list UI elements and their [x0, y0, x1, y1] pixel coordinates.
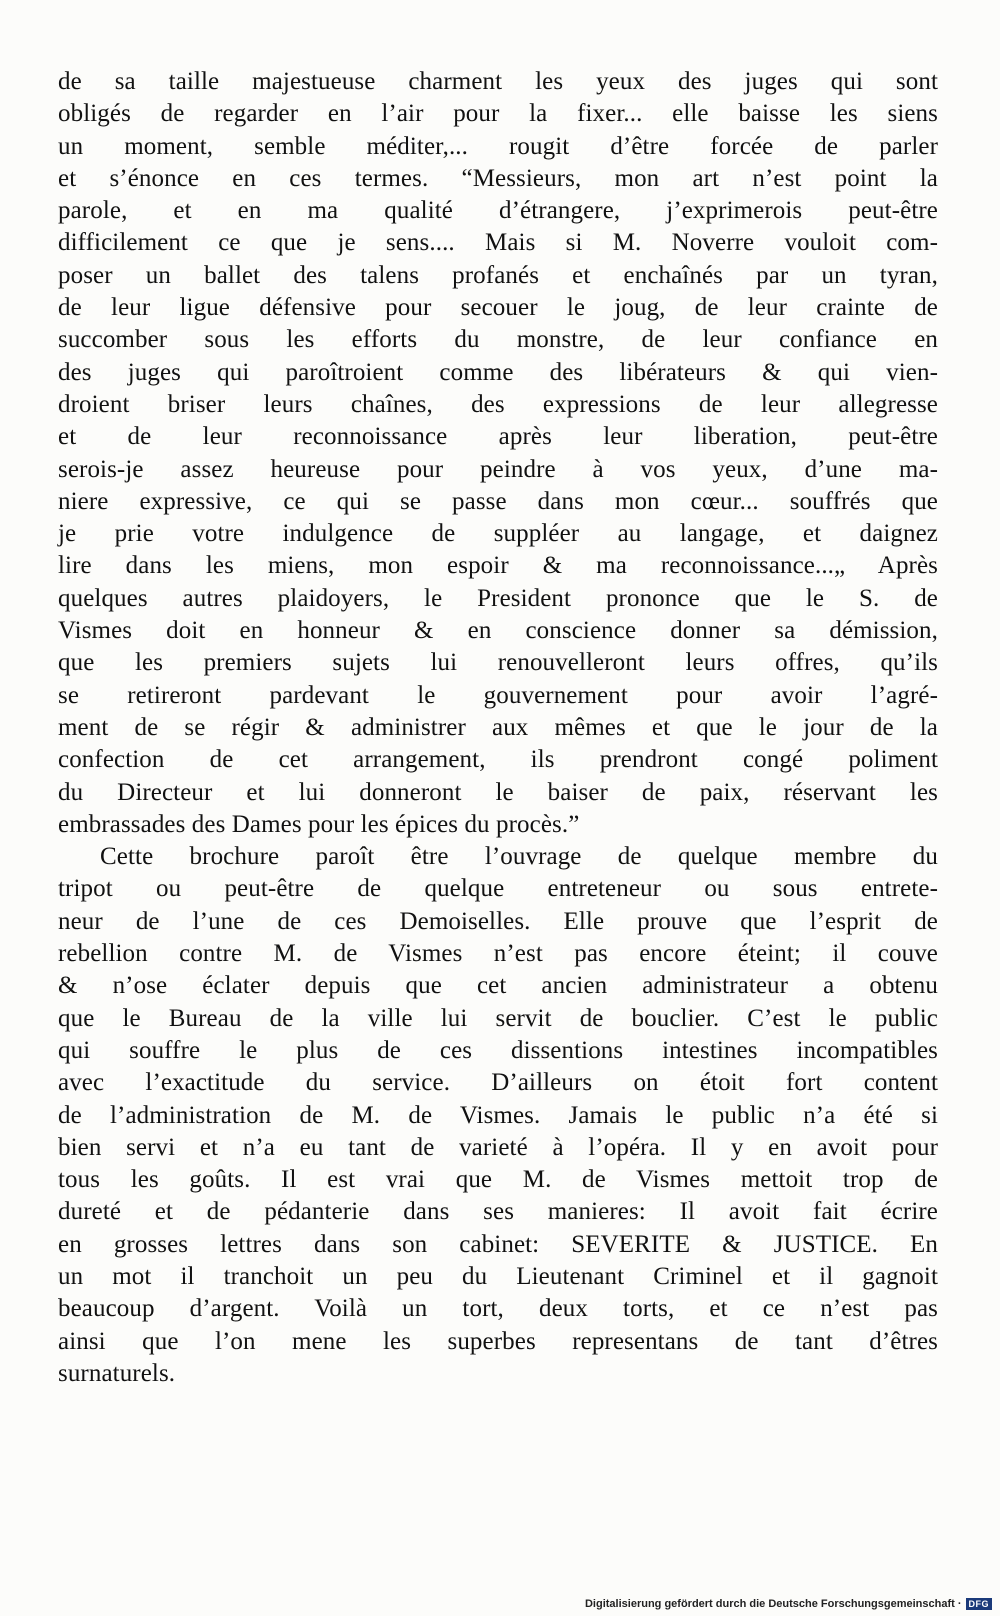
text-line: en grosses lettres dans son cabinet: SEVERITE & JUSTICE. En — [58, 1230, 938, 1258]
text-line: de sa taille majestueuse charment les yeux des juges qui sont — [58, 68, 938, 95]
text-line: beaucoup d’argent. Voilà un tort, deux torts, et ce n’est pas — [58, 1295, 938, 1323]
text-line: se retireront pardevant le gouvernement pour avoir l’agré- — [58, 681, 938, 709]
text-line: bien servi et n’a eu tant de varieté à l’opéra. Il y en avoit pour — [58, 1133, 938, 1161]
text-line: que les premiers sujets lui renouvelleront leurs offres, qu’ils — [58, 649, 938, 677]
text-line: niere expressive, ce qui se passe dans mon cœur... souffrés que — [58, 487, 938, 515]
text-line: du Directeur et lui donneront le baiser de paix, réservant les — [58, 778, 938, 806]
dfg-logo: DFG — [966, 1598, 993, 1610]
text-line: & n’ose éclater depuis que cet ancien administrateur a obtenu — [58, 972, 938, 1000]
text-line: que le Bureau de la ville lui servit de bouclier. C’est le public — [58, 1004, 938, 1032]
text-line: de leur ligue défensive pour secouer le joug, de leur crainte de — [58, 294, 938, 322]
footer-credit — [585, 1598, 992, 1610]
text-line: avec l’exactitude du service. D’ailleurs on étoit fort content — [58, 1069, 938, 1097]
text-line: et s’énonce en ces termes. “Messieurs, mon art n’est point la — [58, 164, 938, 192]
text-line: lire dans les miens, mon espoir & ma reconnoissance...„ Après — [58, 552, 938, 580]
text-line: surnaturels. — [58, 1359, 176, 1387]
text-line: droient briser leurs chaînes, des expressions de leur allegresse — [58, 390, 938, 418]
text-line: ment de se régir & administrer aux mêmes et que le jour de la — [58, 713, 938, 741]
text-line: des juges qui paroîtroient comme des libérateurs & qui vien- — [58, 358, 938, 386]
text-line: parole, et en ma qualité d’étrangere, j’exprimerois peut-être — [58, 197, 938, 225]
body-text — [58, 66, 938, 1390]
text-line: de l’administration de M. de Vismes. Jamais le public n’a été si — [58, 1101, 938, 1129]
text-line: qui souffre le plus de ces dissentions intestines incompatibles — [58, 1036, 938, 1064]
text-line: tous les goûts. Il est vrai que M. de Vismes mettoit trop de — [58, 1166, 938, 1194]
text-line: serois-je assez heureuse pour peindre à vos yeux, d’une ma- — [58, 455, 938, 483]
text-line: succomber sous les efforts du monstre, de leur confiance en — [58, 326, 938, 354]
footer-text: Digitalisierung gefördert durch die Deutsche Forschungsgemeinschaft · — [584, 1598, 962, 1610]
text-line: un moment, semble méditer,... rougit d’être forcée de parler — [58, 132, 938, 160]
text-line: embrassades des Dames pour les épices du procès.” — [58, 810, 580, 838]
text-line: rebellion contre M. de Vismes n’est pas encore éteint; il couve — [58, 940, 938, 968]
text-line: et de leur reconnoissance après leur liberation, peut-être — [58, 423, 938, 451]
text-line: difficilement ce que je sens.... Mais si M. Noverre vouloit com- — [58, 229, 938, 257]
text-line: quelques autres plaidoyers, le President prononce que le S. de — [58, 584, 938, 612]
text-line: obligés de regarder en l’air pour la fixer... elle baisse les siens — [58, 100, 938, 128]
text-line: je prie votre indulgence de suppléer au langage, et daignez — [58, 520, 938, 548]
text-line: confection de cet arrangement, ils prendront congé poliment — [58, 746, 938, 774]
text-line: ainsi que l’on mene les superbes representans de tant d’êtres — [58, 1327, 938, 1355]
text-line: Vismes doit en honneur & en conscience donner sa démission, — [58, 617, 938, 645]
text-line: dureté et de pédanterie dans ses manieres: Il avoit fait écrire — [58, 1198, 938, 1226]
text-line: tripot ou peut-être de quelque entreteneur ou sous entrete- — [58, 875, 938, 903]
text-line: Cette brochure paroît être l’ouvrage de quelque membre du — [100, 843, 938, 871]
text-line: poser un ballet des talens profanés et enchaînés par un tyran, — [58, 261, 938, 289]
text-line: neur de l’une de ces Demoiselles. Elle prouve que l’esprit de — [58, 907, 938, 935]
text-line: un mot il tranchoit un peu du Lieutenant Criminel et il gagnoit — [58, 1262, 938, 1290]
